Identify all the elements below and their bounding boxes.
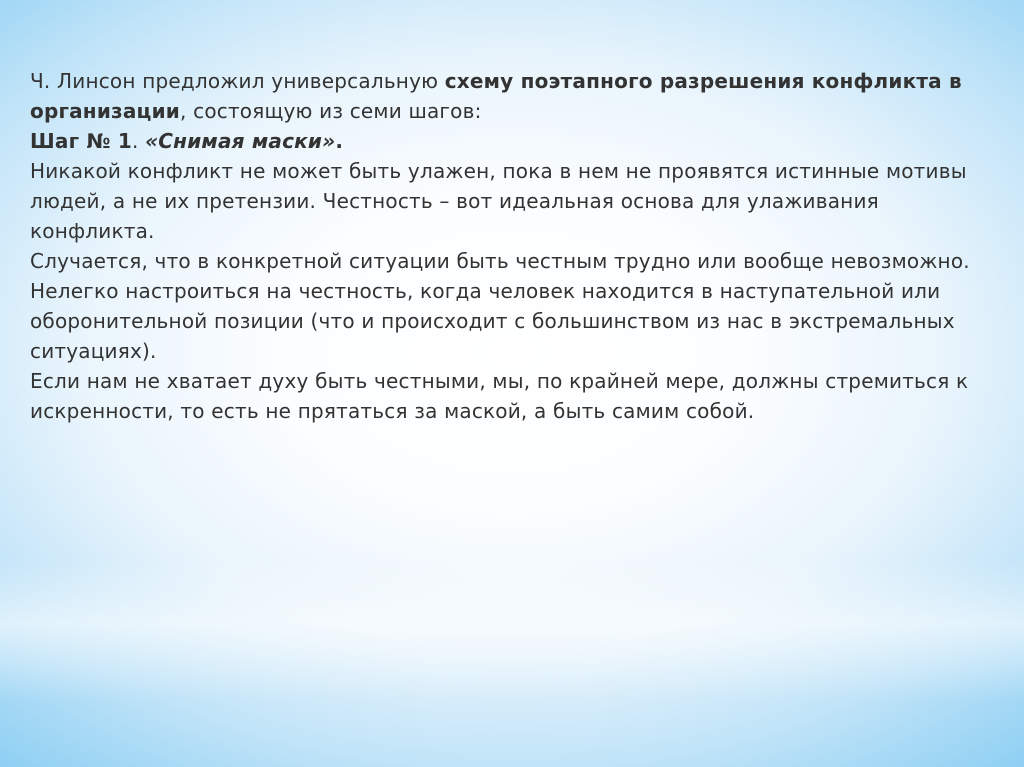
step-heading: [30, 126, 980, 156]
step-title: «Снимая маски»: [145, 129, 336, 153]
paragraph-honesty: Никакой конфликт не может быть улажен, пока в нем не проявятся истинные мотивы людей, а не их претензии. Честность – вот идеальная основа для улаживания конфликта.: [30, 159, 967, 243]
intro-text-end: , состоящую из семи шагов:: [180, 99, 482, 123]
intro-text: Ч. Линсон предложил универсальную: [30, 69, 445, 93]
paragraph-difficulty: Случается, что в конкретной ситуации быть честным трудно или вообще невозможно. Нелегко настроиться на честность, когда человек находится в наступательной или оборонительной позиции (что и происходит с большинством из нас в экстремальных ситуациях).: [30, 249, 970, 363]
paragraph-sincerity: Если нам не хватает духу быть честными, мы, по крайней мере, должны стремиться к искренности, то есть не прятаться за маской, а быть самим собой.: [30, 369, 969, 423]
intro-paragraph: [30, 66, 980, 126]
background-haze: [0, 560, 1024, 700]
slide-body: [30, 66, 980, 426]
step-separator: .: [131, 129, 146, 153]
step-label: Шаг № 1: [30, 129, 132, 153]
intro-bold-text: схему поэтапного разрешения конфликта в организации: [30, 69, 962, 123]
step-end: .: [335, 129, 344, 153]
